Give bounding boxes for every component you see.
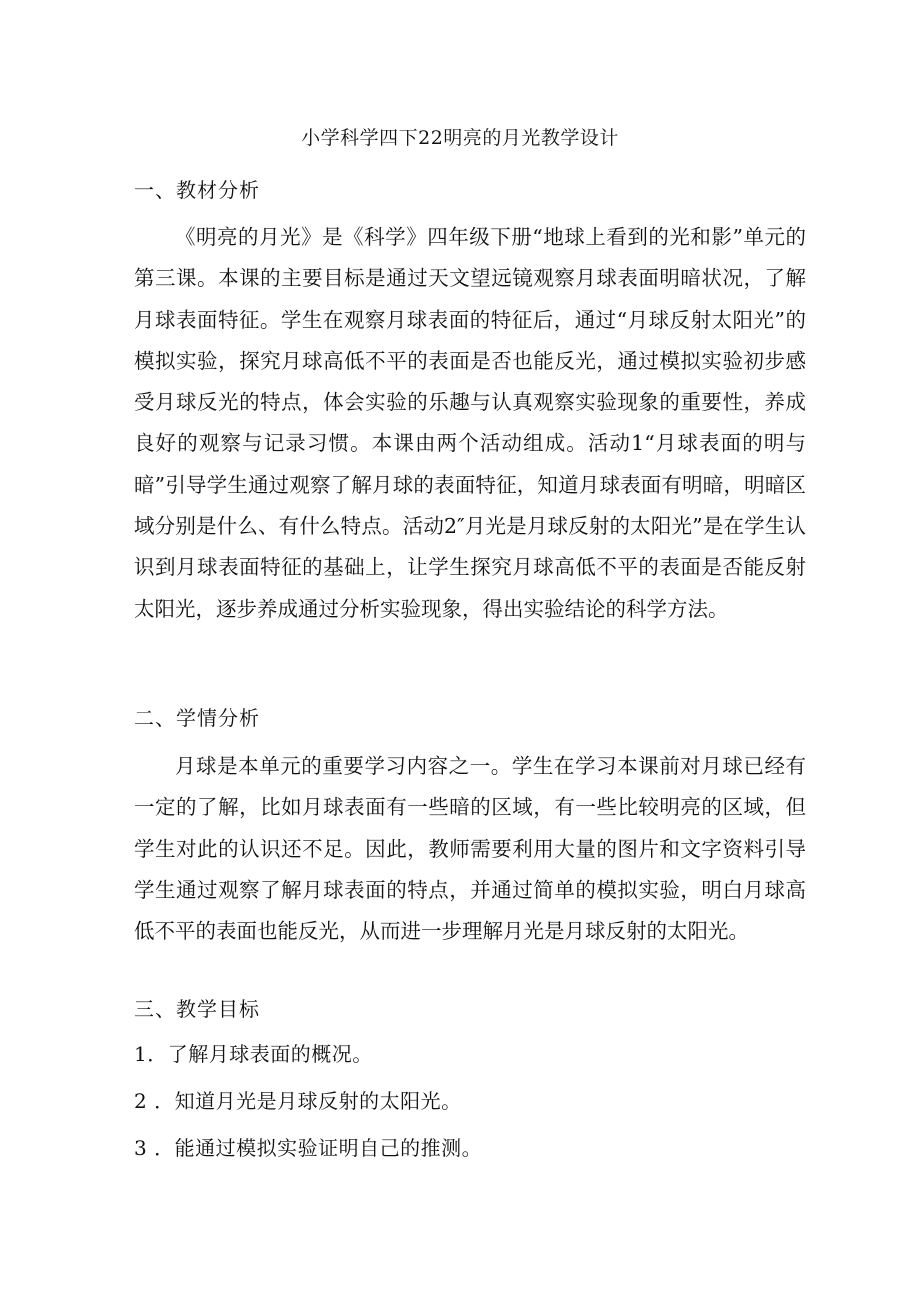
goal-item: 1．了解月球表面的概况。 bbox=[134, 1042, 373, 1066]
goal-item: 2 ．知道月光是月球反射的太阳光。 bbox=[134, 1089, 462, 1113]
section-paragraph-student-analysis: 月球是本单元的重要学习内容之一。学生在学习本课前对月球已经有一定的了解，比如月球表面有一些暗的区域，有一些比较明亮的区域，但学生对此的认识还不足。因此，教师需要利用大量的图片和文字资料引导学生通过观察了解月球表面的特点，并通过简单的模拟实验，明白月球高低不平的表面也能反光，从而进一步理解月光是月球反射的太阳光。 bbox=[134, 754, 806, 944]
document-title: 小学科学四下22明亮的月光教学设计 bbox=[301, 127, 619, 149]
section-heading-teaching-goals: 三、教学目标 bbox=[134, 997, 260, 1021]
section-paragraph-textbook-analysis: 《明亮的月光》是《科学》四年级下册“地球上看到的光和影”单元的第三课。本课的主要目标是通过天文望远镜观察月球表面明暗状况，了解月球表面特征。学生在观察月球表面的特征后，通过“月球反射太阳光”的模拟实验，探究月球高低不平的表面是否也能反光，通过模拟实验初步感受月球反光的特点，体会实验的乐趣与认真观察实验现象的重要性，养成良好的观察与记录习惯。本课由两个活动组成。活动1“月球表面的明与暗”引导学生通过观察了解月球的表面特征，知道月球表面有明暗，明暗区域分别是什么、有什么特点。活动2″月光是月球反射的太阳光”是在学生认识到月球表面特征的基础上，让学生探究月球高低不平的表面是否能反射太阳光，逐步养成通过分析实验现象，得出实验结论的科学方法。 bbox=[134, 225, 806, 621]
goal-item: 3 ．能通过模拟实验证明自己的推测。 bbox=[134, 1136, 483, 1160]
section-heading-textbook-analysis: 一、教材分析 bbox=[134, 178, 260, 202]
section-heading-student-analysis: 二、学情分析 bbox=[134, 706, 260, 730]
